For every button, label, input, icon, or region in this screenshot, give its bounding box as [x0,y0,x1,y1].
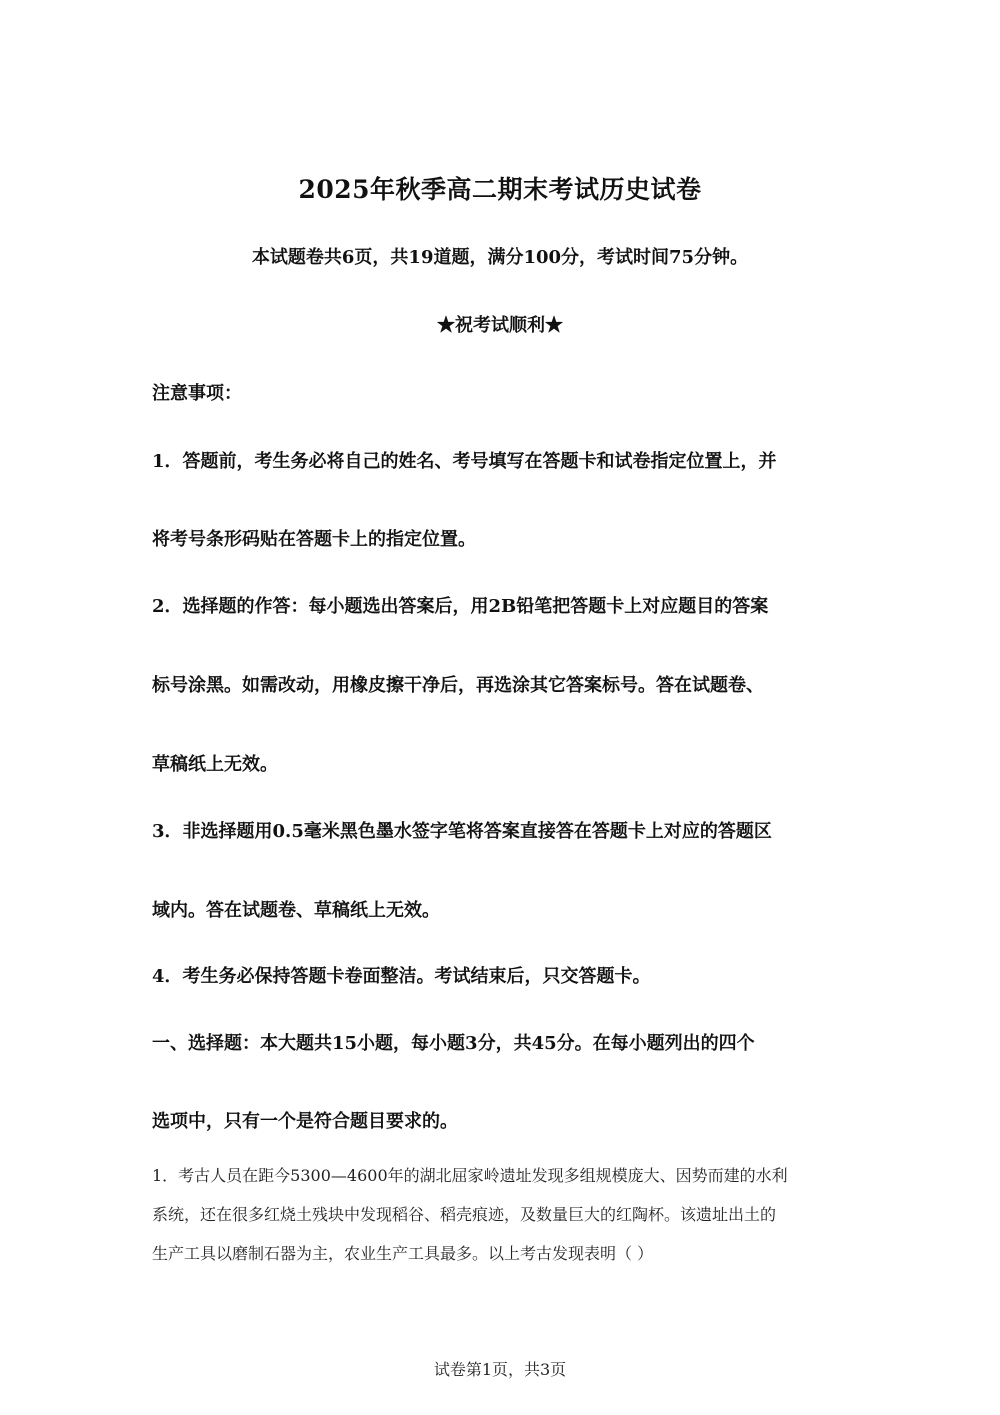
notice-item-2-line-2: 标号涂黑。如需改动，用橡皮擦干净后，再选涂其它答案标号。答在试题卷、 [152,675,764,696]
exam-wish: ★祝考试顺利★ [437,315,563,336]
exam-subtitle: 本试题卷共6页，共19道题，满分100分，考试时间75分钟。 [251,247,749,268]
notice-item-2-line-1: 2．选择题的作答：每小题选出答案后，用2B铅笔把答题卡上对应题目的答案 [152,596,769,617]
notice-item-1-line-1: 1．答题前，考生务必将自己的姓名、考号填写在答题卡和试卷指定位置上，并 [152,451,777,472]
question-1-line-1: 1．考古人员在距今5300—4600年的湖北屈家岭遗址发现多组规模庞大、因势而建的水利 [152,1166,788,1185]
notice-heading: 注意事项： [152,383,242,404]
section-1-heading-line-2: 选项中，只有一个是符合题目要求的。 [152,1111,458,1132]
question-1-line-2: 系统，还在很多红烧土残块中发现稻谷、稻壳痕迹，及数量巨大的红陶杯。该遗址出土的 [152,1205,777,1224]
notice-item-3-line-1: 3．非选择题用0.5毫米黑色墨水签字笔将答案直接答在答题卡上对应的答题区 [152,821,772,842]
notice-item-4-line-1: 4．考生务必保持答题卡卷面整洁。考试结束后，只交答题卡。 [152,966,651,987]
notice-item-3-line-2: 域内。答在试题卷、草稿纸上无效。 [152,900,440,921]
notice-item-1-line-2: 将考号条形码贴在答题卡上的指定位置。 [152,529,476,550]
question-1-line-3: 生产工具以磨制石器为主，农业生产工具最多。以上考古发现表明（ ） [152,1244,654,1263]
section-1-heading-line-1: 一、选择题：本大题共15小题，每小题3分，共45分。在每小题列出的四个 [152,1033,755,1054]
notice-item-2-line-3: 草稿纸上无效。 [152,754,278,775]
exam-title: 2025年秋季高二期末考试历史试卷 [298,175,702,204]
page-footer: 试卷第1页，共3页 [433,1360,567,1379]
